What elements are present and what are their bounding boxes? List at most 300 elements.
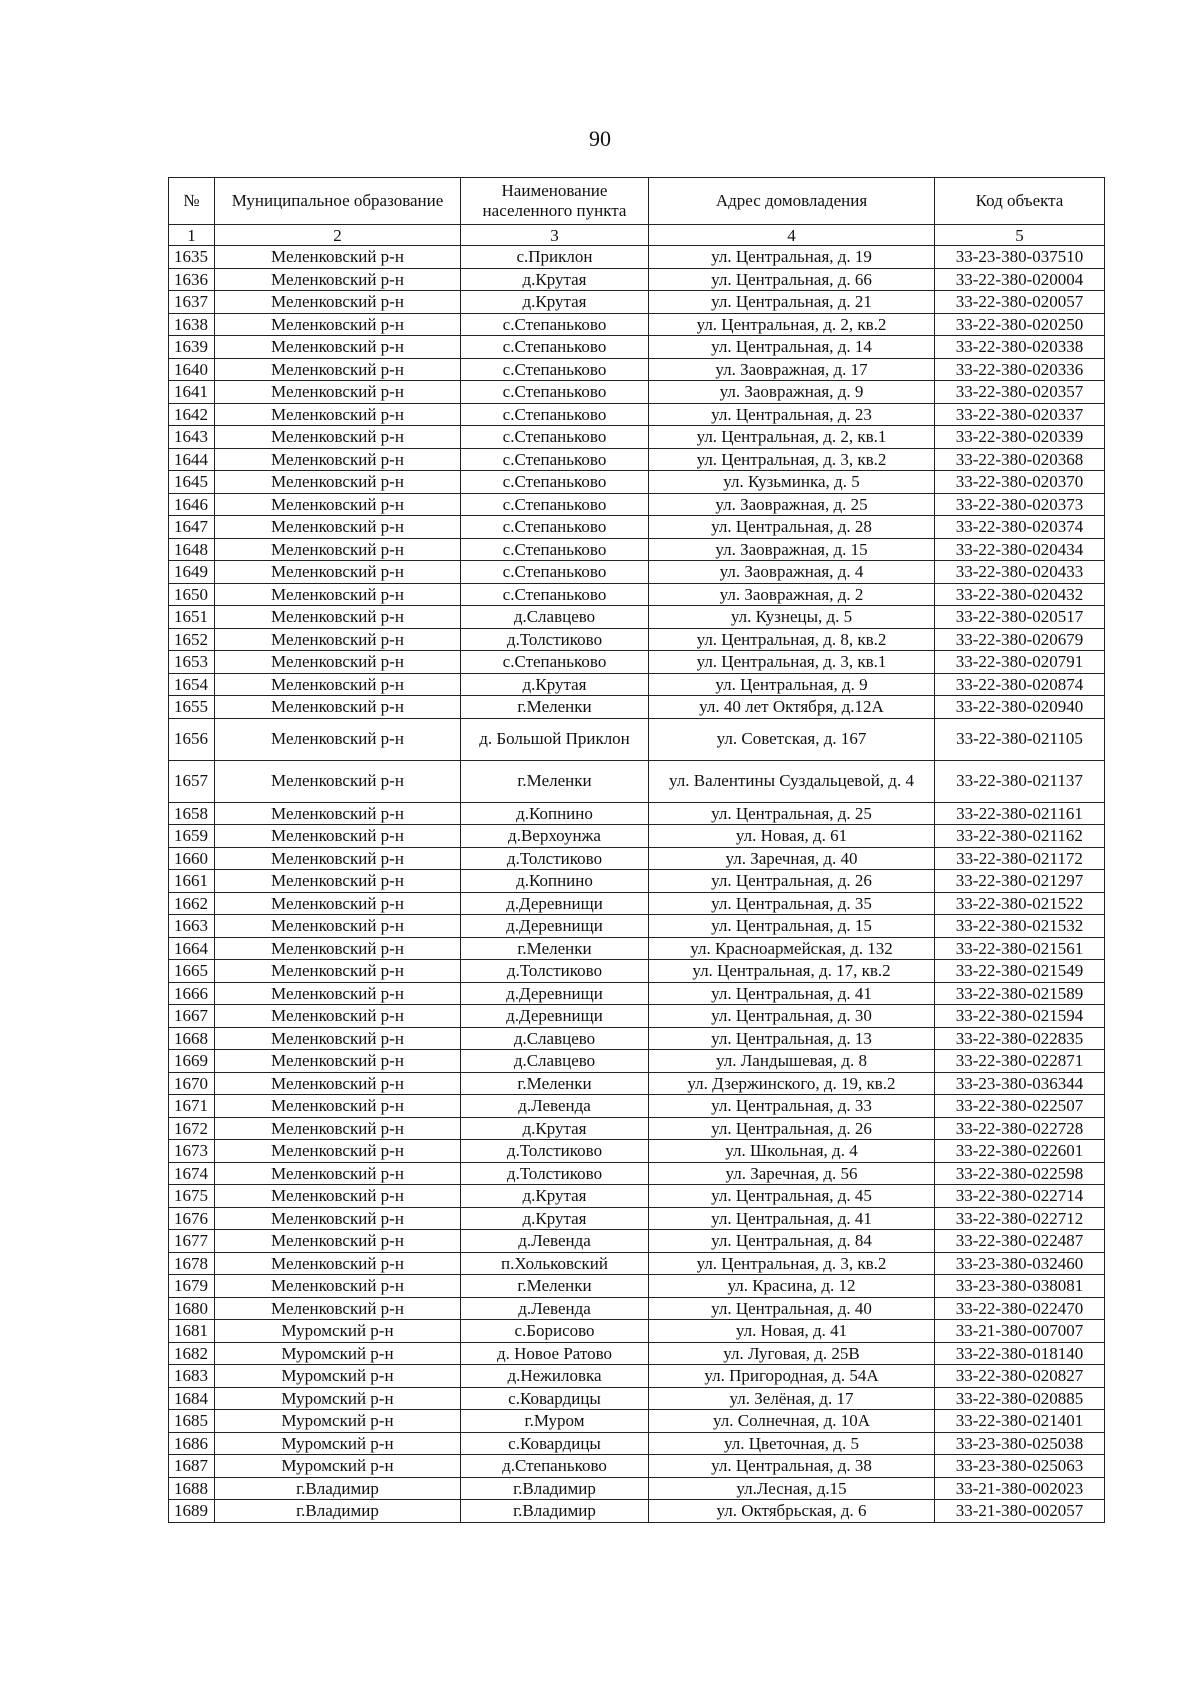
row-number-cell: 1664 xyxy=(169,937,215,960)
address-cell: ул. Центральная, д. 35 xyxy=(649,892,935,915)
municipality-cell: Меленковский р-н xyxy=(215,1207,461,1230)
municipality-cell: Меленковский р-н xyxy=(215,1297,461,1320)
object-code-cell: 33-22-380-020057 xyxy=(935,291,1105,314)
table-row xyxy=(169,915,1105,938)
settlement-cell: с.Степаньково xyxy=(461,583,649,606)
table-body xyxy=(169,178,1105,1523)
row-number-cell: 1639 xyxy=(169,336,215,359)
address-cell: ул. Центральная, д. 38 xyxy=(649,1455,935,1478)
table-row xyxy=(169,651,1105,674)
address-cell: ул. Красина, д. 12 xyxy=(649,1275,935,1298)
municipality-cell: Муромский р-н xyxy=(215,1410,461,1433)
settlement-cell: д.Копнино xyxy=(461,870,649,893)
row-number-cell: 1647 xyxy=(169,516,215,539)
table-row xyxy=(169,1320,1105,1343)
settlement-cell: д. Большой Приклон xyxy=(461,718,649,760)
table-row xyxy=(169,1500,1105,1523)
municipality-cell: Меленковский р-н xyxy=(215,246,461,269)
municipality-cell: Муромский р-н xyxy=(215,1365,461,1388)
object-code-cell: 33-22-380-021105 xyxy=(935,718,1105,760)
header-number: № xyxy=(169,178,215,225)
settlement-cell: д.Крутая xyxy=(461,1207,649,1230)
row-number-cell: 1641 xyxy=(169,381,215,404)
address-cell: ул. Красноармейская, д. 132 xyxy=(649,937,935,960)
row-number-cell: 1671 xyxy=(169,1095,215,1118)
settlement-cell: д. Новое Ратово xyxy=(461,1342,649,1365)
municipality-cell: Меленковский р-н xyxy=(215,628,461,651)
row-number-cell: 1687 xyxy=(169,1455,215,1478)
settlement-cell: д.Крутая xyxy=(461,291,649,314)
address-cell: ул. Центральная, д. 41 xyxy=(649,1207,935,1230)
table-row xyxy=(169,606,1105,629)
object-code-cell: 33-22-380-021589 xyxy=(935,982,1105,1005)
settlement-cell: д.Славцево xyxy=(461,1027,649,1050)
municipality-cell: Меленковский р-н xyxy=(215,1050,461,1073)
object-code-cell: 33-22-380-020370 xyxy=(935,471,1105,494)
municipality-cell: Меленковский р-н xyxy=(215,982,461,1005)
row-number-cell: 1637 xyxy=(169,291,215,314)
object-code-cell: 33-22-380-022714 xyxy=(935,1185,1105,1208)
municipality-cell: Меленковский р-н xyxy=(215,825,461,848)
municipality-cell: Меленковский р-н xyxy=(215,1027,461,1050)
object-code-cell: 33-22-380-022470 xyxy=(935,1297,1105,1320)
table-row xyxy=(169,802,1105,825)
settlement-cell: г.Меленки xyxy=(461,696,649,719)
address-cell: ул. Заречная, д. 56 xyxy=(649,1162,935,1185)
settlement-cell: с.Приклон xyxy=(461,246,649,269)
address-cell: ул.Лесная, д.15 xyxy=(649,1477,935,1500)
settlement-cell: д.Левенда xyxy=(461,1230,649,1253)
settlement-cell: д.Славцево xyxy=(461,1050,649,1073)
header-row xyxy=(169,178,1105,225)
object-code-cell: 33-22-380-021162 xyxy=(935,825,1105,848)
address-cell: ул. Центральная, д. 41 xyxy=(649,982,935,1005)
row-number-cell: 1665 xyxy=(169,960,215,983)
object-code-cell: 33-22-380-020339 xyxy=(935,426,1105,449)
table-row xyxy=(169,982,1105,1005)
table-row xyxy=(169,1050,1105,1073)
table-row xyxy=(169,870,1105,893)
column-number: 4 xyxy=(649,225,935,246)
table-row xyxy=(169,381,1105,404)
header-municipality: Муниципальное образование xyxy=(215,178,461,225)
municipality-cell: Муромский р-н xyxy=(215,1432,461,1455)
object-code-cell: 33-22-380-022601 xyxy=(935,1140,1105,1163)
municipality-cell: Меленковский р-н xyxy=(215,651,461,674)
municipality-cell: Меленковский р-н xyxy=(215,583,461,606)
row-number-cell: 1670 xyxy=(169,1072,215,1095)
row-number-cell: 1688 xyxy=(169,1477,215,1500)
object-code-cell: 33-22-380-020373 xyxy=(935,493,1105,516)
column-number: 5 xyxy=(935,225,1105,246)
row-number-cell: 1680 xyxy=(169,1297,215,1320)
row-number-cell: 1653 xyxy=(169,651,215,674)
object-code-cell: 33-22-380-021172 xyxy=(935,847,1105,870)
municipality-cell: Меленковский р-н xyxy=(215,847,461,870)
settlement-cell: д.Толстиково xyxy=(461,628,649,651)
settlement-cell: с.Степаньково xyxy=(461,493,649,516)
address-cell: ул. Центральная, д. 3, кв.2 xyxy=(649,448,935,471)
settlement-cell: г.Меленки xyxy=(461,937,649,960)
row-number-cell: 1651 xyxy=(169,606,215,629)
address-cell: ул. Заовражная, д. 9 xyxy=(649,381,935,404)
settlement-cell: г.Владимир xyxy=(461,1500,649,1523)
row-number-cell: 1659 xyxy=(169,825,215,848)
column-number-row xyxy=(169,225,1105,246)
address-cell: ул. Центральная, д. 28 xyxy=(649,516,935,539)
municipality-cell: Меленковский р-н xyxy=(215,696,461,719)
address-cell: ул. Заовражная, д. 15 xyxy=(649,538,935,561)
address-cell: ул. Центральная, д. 26 xyxy=(649,870,935,893)
row-number-cell: 1661 xyxy=(169,870,215,893)
address-cell: ул. Зелёная, д. 17 xyxy=(649,1387,935,1410)
settlement-cell: с.Степаньково xyxy=(461,381,649,404)
header-object-code: Код объекта xyxy=(935,178,1105,225)
table-row xyxy=(169,493,1105,516)
table-row xyxy=(169,825,1105,848)
municipality-cell: Меленковский р-н xyxy=(215,1252,461,1275)
table-row xyxy=(169,1365,1105,1388)
settlement-cell: д.Левенда xyxy=(461,1297,649,1320)
municipality-cell: Муромский р-н xyxy=(215,1320,461,1343)
object-code-cell: 33-22-380-022487 xyxy=(935,1230,1105,1253)
municipality-cell: Меленковский р-н xyxy=(215,403,461,426)
municipality-cell: Меленковский р-н xyxy=(215,1185,461,1208)
row-number-cell: 1681 xyxy=(169,1320,215,1343)
row-number-cell: 1649 xyxy=(169,561,215,584)
table-row xyxy=(169,718,1105,760)
municipality-cell: г.Владимир xyxy=(215,1500,461,1523)
object-code-cell: 33-22-380-022728 xyxy=(935,1117,1105,1140)
object-code-cell: 33-22-380-020434 xyxy=(935,538,1105,561)
address-cell: ул. Заовражная, д. 4 xyxy=(649,561,935,584)
table-row xyxy=(169,1185,1105,1208)
row-number-cell: 1642 xyxy=(169,403,215,426)
municipality-cell: Меленковский р-н xyxy=(215,516,461,539)
address-cell: ул. Центральная, д. 2, кв.2 xyxy=(649,313,935,336)
settlement-cell: с.Степаньково xyxy=(461,313,649,336)
settlement-cell: с.Ковардицы xyxy=(461,1387,649,1410)
page-number: 90 xyxy=(589,126,611,151)
settlement-cell: с.Ковардицы xyxy=(461,1432,649,1455)
municipality-cell: Меленковский р-н xyxy=(215,1162,461,1185)
settlement-cell: д.Славцево xyxy=(461,606,649,629)
municipality-cell: Меленковский р-н xyxy=(215,358,461,381)
settlement-cell: г.Меленки xyxy=(461,1275,649,1298)
municipality-cell: Меленковский р-н xyxy=(215,448,461,471)
row-number-cell: 1663 xyxy=(169,915,215,938)
table-row xyxy=(169,1162,1105,1185)
row-number-cell: 1682 xyxy=(169,1342,215,1365)
settlement-cell: д.Толстиково xyxy=(461,847,649,870)
object-code-cell: 33-23-380-025038 xyxy=(935,1432,1105,1455)
row-number-cell: 1640 xyxy=(169,358,215,381)
settlement-cell: д.Деревнищи xyxy=(461,892,649,915)
settlement-cell: с.Степаньково xyxy=(461,471,649,494)
address-cell: ул. Дзержинского, д. 19, кв.2 xyxy=(649,1072,935,1095)
settlement-cell: с.Степаньково xyxy=(461,561,649,584)
address-cell: ул. Центральная, д. 9 xyxy=(649,673,935,696)
row-number-cell: 1677 xyxy=(169,1230,215,1253)
table-row xyxy=(169,696,1105,719)
address-cell: ул. Кузьминка, д. 5 xyxy=(649,471,935,494)
table-row xyxy=(169,1387,1105,1410)
row-number-cell: 1684 xyxy=(169,1387,215,1410)
settlement-cell: д.Деревнищи xyxy=(461,1005,649,1028)
settlement-cell: д.Левенда xyxy=(461,1095,649,1118)
address-cell: ул. Центральная, д. 26 xyxy=(649,1117,935,1140)
row-number-cell: 1679 xyxy=(169,1275,215,1298)
municipality-cell: Меленковский р-н xyxy=(215,937,461,960)
settlement-cell: с.Степаньково xyxy=(461,403,649,426)
municipality-cell: Меленковский р-н xyxy=(215,561,461,584)
object-code-cell: 33-22-380-021297 xyxy=(935,870,1105,893)
row-number-cell: 1648 xyxy=(169,538,215,561)
table-row xyxy=(169,1117,1105,1140)
header-address: Адрес домовладения xyxy=(649,178,935,225)
municipality-cell: Меленковский р-н xyxy=(215,1095,461,1118)
table-row xyxy=(169,1432,1105,1455)
table-row xyxy=(169,448,1105,471)
municipality-cell: Меленковский р-н xyxy=(215,313,461,336)
table-row xyxy=(169,1342,1105,1365)
table-row xyxy=(169,403,1105,426)
address-cell: ул. Центральная, д. 17, кв.2 xyxy=(649,960,935,983)
object-code-cell: 33-22-380-021161 xyxy=(935,802,1105,825)
table-row xyxy=(169,1230,1105,1253)
row-number-cell: 1655 xyxy=(169,696,215,719)
row-number-cell: 1672 xyxy=(169,1117,215,1140)
address-cell: ул. Центральная, д. 15 xyxy=(649,915,935,938)
settlement-cell: г.Меленки xyxy=(461,1072,649,1095)
municipality-cell: Меленковский р-н xyxy=(215,381,461,404)
row-number-cell: 1674 xyxy=(169,1162,215,1185)
settlement-cell: д.Степаньково xyxy=(461,1455,649,1478)
address-cell: ул. Центральная, д. 19 xyxy=(649,246,935,269)
table-row xyxy=(169,760,1105,802)
municipality-cell: Меленковский р-н xyxy=(215,718,461,760)
object-code-cell: 33-22-380-020940 xyxy=(935,696,1105,719)
row-number-cell: 1689 xyxy=(169,1500,215,1523)
table-row xyxy=(169,538,1105,561)
column-number: 1 xyxy=(169,225,215,246)
address-cell: ул. Центральная, д. 66 xyxy=(649,268,935,291)
municipality-cell: Меленковский р-н xyxy=(215,915,461,938)
municipality-cell: Меленковский р-н xyxy=(215,606,461,629)
row-number-cell: 1683 xyxy=(169,1365,215,1388)
municipality-cell: г.Владимир xyxy=(215,1477,461,1500)
object-code-cell: 33-22-380-020357 xyxy=(935,381,1105,404)
address-cell: ул. 40 лет Октября, д.12А xyxy=(649,696,935,719)
object-code-cell: 33-23-380-036344 xyxy=(935,1072,1105,1095)
address-cell: ул. Школьная, д. 4 xyxy=(649,1140,935,1163)
settlement-cell: д.Деревнищи xyxy=(461,915,649,938)
municipality-cell: Меленковский р-н xyxy=(215,336,461,359)
table-row xyxy=(169,516,1105,539)
row-number-cell: 1658 xyxy=(169,802,215,825)
row-number-cell: 1669 xyxy=(169,1050,215,1073)
object-code-cell: 33-22-380-020433 xyxy=(935,561,1105,584)
row-number-cell: 1650 xyxy=(169,583,215,606)
settlement-cell: с.Степаньково xyxy=(461,336,649,359)
object-code-cell: 33-22-380-021594 xyxy=(935,1005,1105,1028)
object-code-cell: 33-22-380-020338 xyxy=(935,336,1105,359)
object-code-cell: 33-22-380-020874 xyxy=(935,673,1105,696)
table-row xyxy=(169,1410,1105,1433)
municipality-cell: Меленковский р-н xyxy=(215,1140,461,1163)
row-number-cell: 1666 xyxy=(169,982,215,1005)
object-code-cell: 33-22-380-020827 xyxy=(935,1365,1105,1388)
object-code-cell: 33-22-380-022712 xyxy=(935,1207,1105,1230)
address-cell: ул. Центральная, д. 3, кв.1 xyxy=(649,651,935,674)
municipality-cell: Меленковский р-н xyxy=(215,291,461,314)
table-row xyxy=(169,1297,1105,1320)
row-number-cell: 1646 xyxy=(169,493,215,516)
settlement-cell: д.Крутая xyxy=(461,268,649,291)
address-cell: ул. Центральная, д. 33 xyxy=(649,1095,935,1118)
settlement-cell: д.Толстиково xyxy=(461,1140,649,1163)
address-cell: ул. Центральная, д. 8, кв.2 xyxy=(649,628,935,651)
address-cell: ул. Цветочная, д. 5 xyxy=(649,1432,935,1455)
table-row xyxy=(169,336,1105,359)
address-cell: ул. Кузнецы, д. 5 xyxy=(649,606,935,629)
row-number-cell: 1635 xyxy=(169,246,215,269)
row-number-cell: 1678 xyxy=(169,1252,215,1275)
settlement-cell: с.Борисово xyxy=(461,1320,649,1343)
municipality-cell: Меленковский р-н xyxy=(215,960,461,983)
object-code-cell: 33-22-380-021561 xyxy=(935,937,1105,960)
object-code-cell: 33-23-380-038081 xyxy=(935,1275,1105,1298)
settlement-cell: д.Крутая xyxy=(461,1185,649,1208)
row-number-cell: 1676 xyxy=(169,1207,215,1230)
object-code-cell: 33-22-380-020337 xyxy=(935,403,1105,426)
table-row xyxy=(169,268,1105,291)
settlement-cell: д.Крутая xyxy=(461,673,649,696)
table-row xyxy=(169,892,1105,915)
object-code-cell: 33-22-380-020432 xyxy=(935,583,1105,606)
row-number-cell: 1675 xyxy=(169,1185,215,1208)
table-row xyxy=(169,561,1105,584)
object-code-cell: 33-22-380-021549 xyxy=(935,960,1105,983)
object-code-cell: 33-22-380-021137 xyxy=(935,760,1105,802)
object-code-cell: 33-22-380-020004 xyxy=(935,268,1105,291)
settlement-cell: д.Крутая xyxy=(461,1117,649,1140)
table-row xyxy=(169,1095,1105,1118)
settlement-cell: г.Меленки xyxy=(461,760,649,802)
object-code-cell: 33-22-380-020679 xyxy=(935,628,1105,651)
object-code-cell: 33-23-380-032460 xyxy=(935,1252,1105,1275)
row-number-cell: 1667 xyxy=(169,1005,215,1028)
object-code-cell: 33-22-380-021532 xyxy=(935,915,1105,938)
object-code-cell: 33-22-380-020368 xyxy=(935,448,1105,471)
object-code-cell: 33-22-380-020336 xyxy=(935,358,1105,381)
municipality-cell: Меленковский р-н xyxy=(215,1117,461,1140)
settlement-cell: с.Степаньково xyxy=(461,538,649,561)
address-cell: ул. Центральная, д. 30 xyxy=(649,1005,935,1028)
municipality-cell: Муромский р-н xyxy=(215,1342,461,1365)
address-cell: ул. Центральная, д. 21 xyxy=(649,291,935,314)
address-cell: ул. Центральная, д. 40 xyxy=(649,1297,935,1320)
table-row xyxy=(169,246,1105,269)
table-row xyxy=(169,1027,1105,1050)
municipality-cell: Меленковский р-н xyxy=(215,1230,461,1253)
table-row xyxy=(169,583,1105,606)
column-number: 3 xyxy=(461,225,649,246)
municipality-cell: Меленковский р-н xyxy=(215,802,461,825)
table-row xyxy=(169,1477,1105,1500)
municipality-cell: Меленковский р-н xyxy=(215,870,461,893)
table-row xyxy=(169,358,1105,381)
municipality-cell: Меленковский р-н xyxy=(215,760,461,802)
settlement-cell: г.Муром xyxy=(461,1410,649,1433)
municipality-cell: Меленковский р-н xyxy=(215,673,461,696)
row-number-cell: 1636 xyxy=(169,268,215,291)
object-code-cell: 33-22-380-022835 xyxy=(935,1027,1105,1050)
address-cell: ул. Центральная, д. 3, кв.2 xyxy=(649,1252,935,1275)
object-code-cell: 33-22-380-020517 xyxy=(935,606,1105,629)
municipality-cell: Меленковский р-н xyxy=(215,1005,461,1028)
address-cell: ул. Заовражная, д. 17 xyxy=(649,358,935,381)
object-code-cell: 33-22-380-020250 xyxy=(935,313,1105,336)
row-number-cell: 1645 xyxy=(169,471,215,494)
address-cell: ул. Центральная, д. 45 xyxy=(649,1185,935,1208)
address-cell: ул. Новая, д. 61 xyxy=(649,825,935,848)
municipality-cell: Меленковский р-н xyxy=(215,471,461,494)
object-code-cell: 33-22-380-020791 xyxy=(935,651,1105,674)
object-code-cell: 33-21-380-002057 xyxy=(935,1500,1105,1523)
municipality-cell: Муромский р-н xyxy=(215,1387,461,1410)
row-number-cell: 1638 xyxy=(169,313,215,336)
table-row xyxy=(169,426,1105,449)
table-row xyxy=(169,471,1105,494)
settlement-cell: д.Толстиково xyxy=(461,960,649,983)
object-code-cell: 33-22-380-021522 xyxy=(935,892,1105,915)
settlement-cell: с.Степаньково xyxy=(461,448,649,471)
address-cell: ул. Заовражная, д. 25 xyxy=(649,493,935,516)
row-number-cell: 1662 xyxy=(169,892,215,915)
address-cell: ул. Пригородная, д. 54А xyxy=(649,1365,935,1388)
row-number-cell: 1660 xyxy=(169,847,215,870)
settlement-cell: с.Степаньково xyxy=(461,426,649,449)
object-code-cell: 33-21-380-007007 xyxy=(935,1320,1105,1343)
object-code-cell: 33-23-380-025063 xyxy=(935,1455,1105,1478)
municipality-cell: Меленковский р-н xyxy=(215,426,461,449)
object-code-cell: 33-22-380-022598 xyxy=(935,1162,1105,1185)
address-cell: ул. Центральная, д. 13 xyxy=(649,1027,935,1050)
table-row xyxy=(169,291,1105,314)
address-cell: ул. Центральная, д. 25 xyxy=(649,802,935,825)
municipality-cell: Меленковский р-н xyxy=(215,892,461,915)
row-number-cell: 1654 xyxy=(169,673,215,696)
address-cell: ул. Валентины Суздальцевой, д. 4 xyxy=(649,760,935,802)
table-row xyxy=(169,960,1105,983)
municipality-cell: Муромский р-н xyxy=(215,1455,461,1478)
address-cell: ул. Октябрьская, д. 6 xyxy=(649,1500,935,1523)
settlement-cell: г.Владимир xyxy=(461,1477,649,1500)
object-code-cell: 33-22-380-022871 xyxy=(935,1050,1105,1073)
table-row xyxy=(169,1455,1105,1478)
address-cell: ул. Новая, д. 41 xyxy=(649,1320,935,1343)
table-row xyxy=(169,1005,1105,1028)
row-number-cell: 1644 xyxy=(169,448,215,471)
object-code-cell: 33-22-380-021401 xyxy=(935,1410,1105,1433)
settlement-cell: с.Степаньково xyxy=(461,651,649,674)
municipality-cell: Меленковский р-н xyxy=(215,493,461,516)
property-registry-table xyxy=(168,177,1105,1523)
table-row xyxy=(169,937,1105,960)
settlement-cell: д.Толстиково xyxy=(461,1162,649,1185)
row-number-cell: 1668 xyxy=(169,1027,215,1050)
